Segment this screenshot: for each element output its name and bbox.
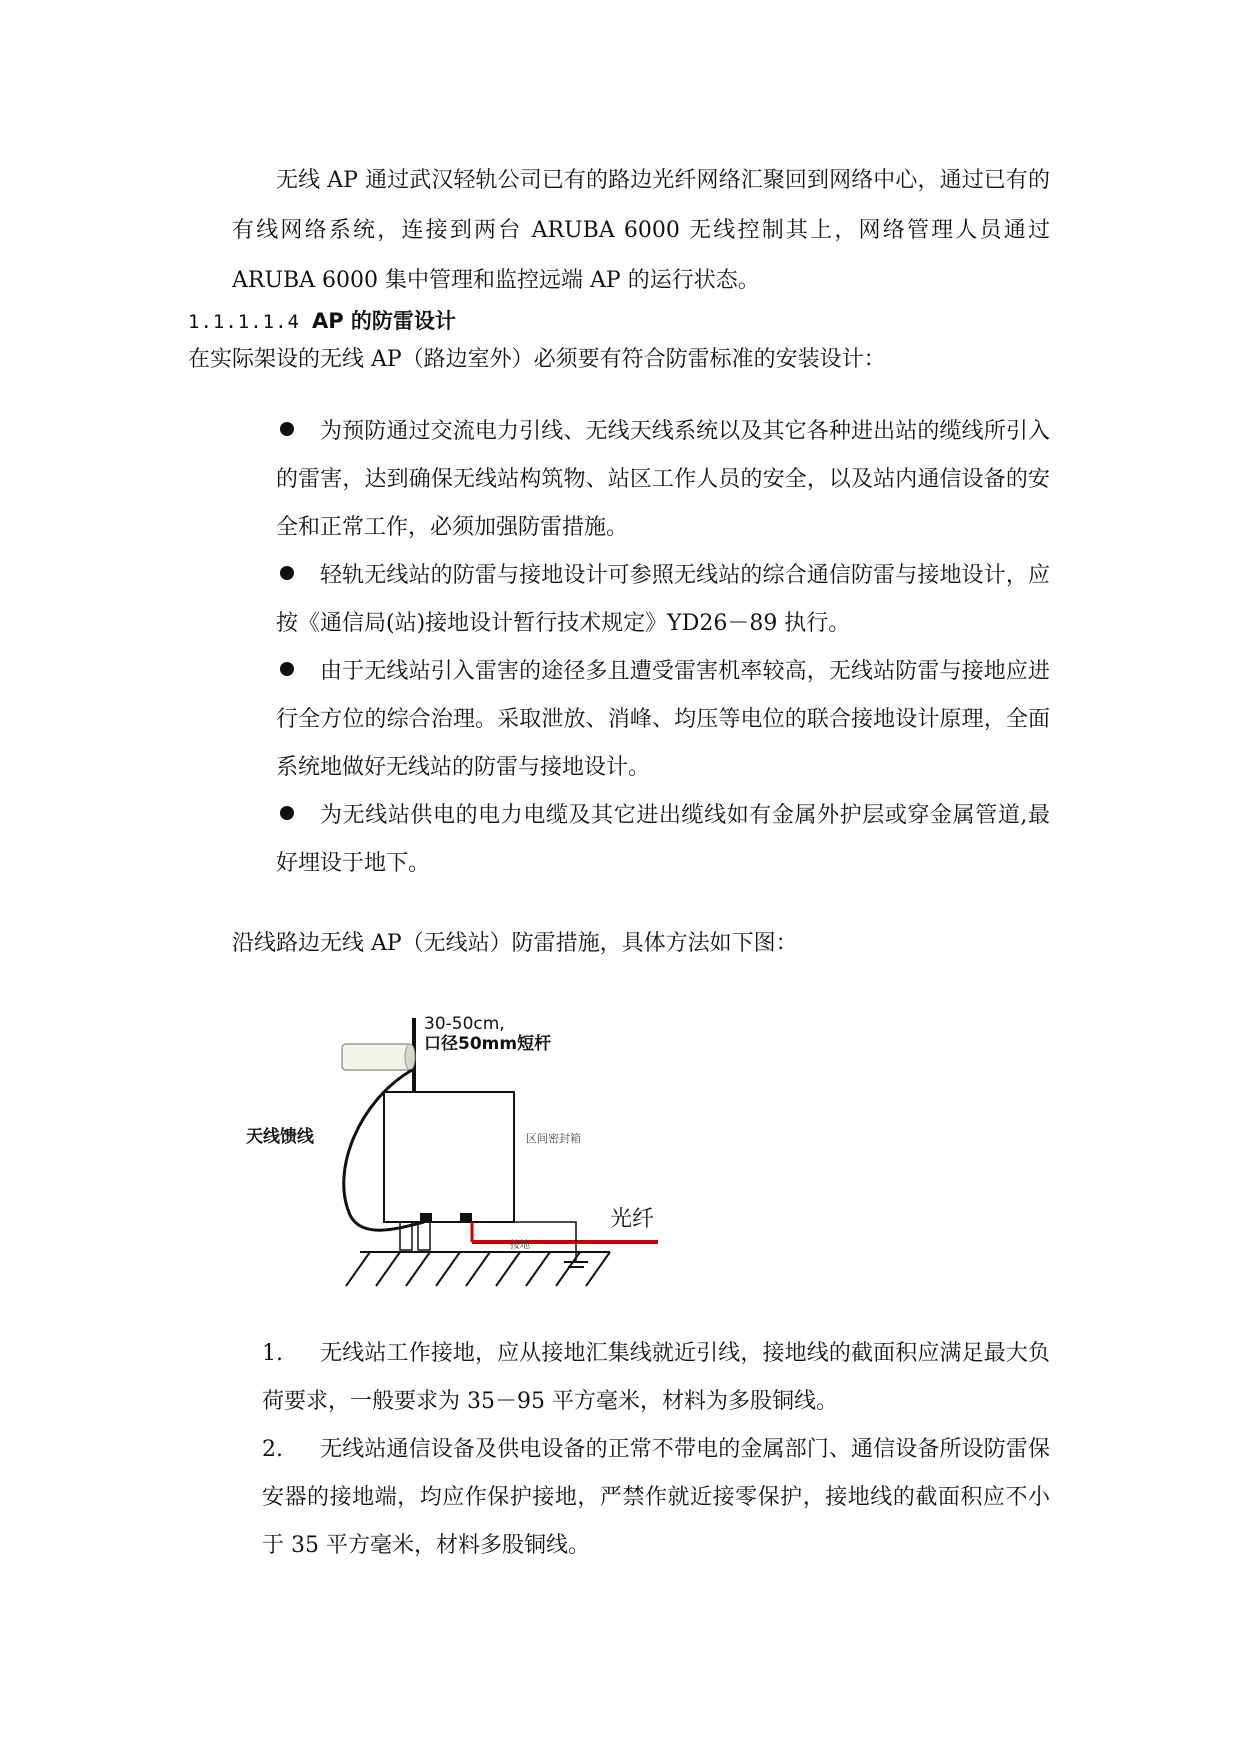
numbered-item <box>262 1426 1050 1570</box>
numbered-list <box>262 1330 1050 1570</box>
bullet-item <box>232 408 1050 552</box>
enclosure-box <box>384 1092 514 1222</box>
antenna-icon <box>342 1044 412 1070</box>
section-heading <box>188 303 456 340</box>
item-text: 无线站通信设备及供电设备的正常不带电的金属部门、通信设备所设防雷保安器的接地端，均应作保护接地，严禁作就近接零保护，接地线的截面积应不小于 35 平方毫米，材料多股铜线。 <box>262 1437 1050 1558</box>
bullet-text: 为无线站供电的电力电缆及其它进出缆线如有金属外护层或穿金属管道,最好埋设于地下。 <box>276 803 1050 876</box>
bullet-dot-icon <box>280 566 294 580</box>
item-text: 无线站工作接地，应从接地汇集线就近引线，接地线的截面积应满足最大负荷要求，一般要求为 35－95 平方毫米，材料为多股铜线。 <box>262 1341 1050 1414</box>
bullet-item <box>232 648 1050 792</box>
bullet-item <box>232 552 1050 648</box>
intro-paragraph: 无线 AP 通过武汉轻轨公司已有的路边光纤网络汇聚回到网络中心，通过已有的有线网络系统，连接到两台 ARUBA 6000 无线控制其上，网络管理人员通过 ARUBA 6000 集中管理和监控远端 AP 的运行状态。 <box>232 168 1050 293</box>
fiber-label: 光纤 <box>610 1207 655 1232</box>
box-leg <box>418 1222 430 1250</box>
bullet-dot-icon <box>280 422 294 436</box>
lightning-protection-diagram <box>246 1010 690 1290</box>
pole-label-line2: 口径50mm短杆 <box>424 1034 552 1054</box>
feeder-label: 天线馈线 <box>246 1127 314 1147</box>
antenna-end <box>405 1044 415 1070</box>
item-number: 1. <box>262 1341 283 1366</box>
bullet-dot-icon <box>280 806 294 820</box>
bullet-text: 为预防通过交流电力引线、无线天线系统以及其它各种进出站的缆线所引入的雷害，达到确保无线站构筑物、站区工作人员的安全，以及站内通信设备的安全和正常工作，必须加强防雷措施。 <box>276 419 1050 540</box>
pole-label-line1: 30-50cm, <box>424 1014 505 1034</box>
ground-hatch <box>346 1252 610 1286</box>
bullet-text: 轻轨无线站的防雷与接地设计可参照无线站的综合通信防雷与接地设计，应按《通信局(站)接地设计暂行技术规定》YD26－89 执行。 <box>276 563 1050 636</box>
ground-label: 接地 <box>510 1240 530 1251</box>
section-title: AP 的防雷设计 <box>311 309 456 333</box>
bullet-item <box>232 792 1050 888</box>
item-number: 2. <box>262 1437 283 1462</box>
enclosure-label: 区间密封箱 <box>526 1132 581 1145</box>
section-number: 1.1.1.1.4 <box>188 311 300 333</box>
connector-block <box>460 1213 472 1223</box>
bullet-list <box>232 408 1050 888</box>
bullet-text: 由于无线站引入雷害的途径多且遭受雷害机率较高，无线站防雷与接地应进行全方位的综合治理。采取泄放、消峰、均压等电位的联合接地设计原理，全面系统地做好无线站的防雷与接地设计。 <box>276 659 1050 780</box>
pole-label <box>424 1014 551 1054</box>
figure-intro: 沿线路边无线 AP（无线站）防雷措施，具体方法如下图： <box>232 931 798 956</box>
section-intro: 在实际架设的无线 AP（路边室外）必须要有符合防雷标准的安装设计： <box>188 347 886 372</box>
bullet-dot-icon <box>280 662 294 676</box>
numbered-item <box>262 1330 1050 1426</box>
